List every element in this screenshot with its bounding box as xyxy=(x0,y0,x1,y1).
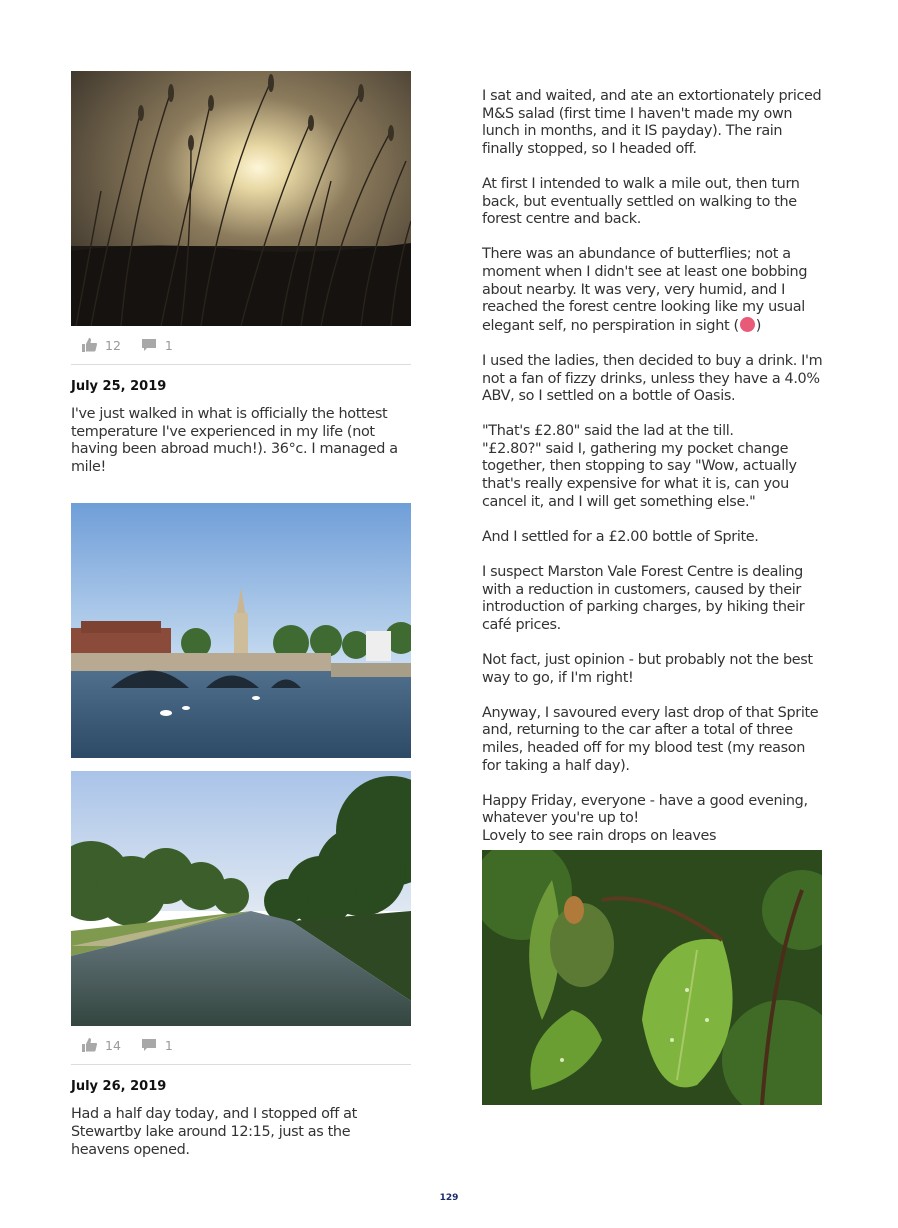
paragraph: I used the ladies, then decided to buy a drink. I'm not a fan of fizzy drinks, unless they have a 4.0% ABV, so I settled on a bottle of Oasis. xyxy=(482,352,823,405)
comment-count: 1 xyxy=(164,337,173,353)
paragraph: I sat and waited, and ate an extortionately priced M&S salad (first time I haven't made my own lunch in months, and it IS payday). The rain finally stopped, so I headed off. xyxy=(482,88,822,157)
comment-icon[interactable] xyxy=(141,1038,157,1052)
bridge-river-photo xyxy=(71,503,411,758)
rain-leaves-photo xyxy=(482,850,822,1105)
entry-text: Had a half day today, and I stopped off at Stewartby lake around 12:15, just as the heavens opened. xyxy=(71,1106,357,1158)
river-trees-photo xyxy=(71,771,411,1026)
paragraph: "£2.80?" said I, gathering my pocket change together, then stopping to say "Wow, actually that's really expensive for what it is, can you cancel it, and I will get something else." xyxy=(482,440,797,510)
entry-text: I've just walked in what is officially the hottest temperature I've experienced in my life (not having been abroad much!). 36°c. I managed a mile! xyxy=(71,406,398,475)
entry-date: July 26, 2019 xyxy=(71,1079,167,1095)
paragraph: Lovely to see rain drops on leaves xyxy=(482,827,717,844)
paragraph: I suspect Marston Vale Forest Centre is dealing with a reduction in customers, caused by their introduction of parking charges, by hiking their café prices. xyxy=(482,564,805,633)
paragraph: And I settled for a £2.00 bottle of Sprite. xyxy=(482,528,759,545)
entry-date: July 25, 2019 xyxy=(71,379,167,394)
thumbs-up-icon[interactable] xyxy=(81,1038,97,1052)
like-count: 14 xyxy=(105,1037,121,1053)
paragraph-text: ) xyxy=(755,317,762,334)
paragraph-text: There was an abundance of butterflies; not a moment when I didn't see at least one bobbing about nearby. It was very, very humid, and I reached the forest centre looking like my usual elegant self, no perspiration in sight ( xyxy=(482,246,808,334)
page-number: 129 xyxy=(439,1193,459,1203)
comment-icon[interactable] xyxy=(141,338,157,352)
comment-count: 1 xyxy=(164,1037,173,1053)
paragraph: Anyway, I savoured every last drop of that Sprite and, returning to the car after a total of three miles, headed off for my blood test (my reason for taking a half day). xyxy=(482,704,819,774)
left-column xyxy=(71,71,411,1159)
paragraph: At first I intended to walk a mile out, then turn back, but eventually settled on walking to the forest centre and back. xyxy=(482,175,800,228)
thumbs-up-icon[interactable] xyxy=(81,338,97,352)
flushed-face-emoji-icon xyxy=(740,317,755,332)
like-count: 12 xyxy=(105,337,121,353)
paragraph: "That's £2.80" said the lad at the till. xyxy=(482,423,734,440)
paragraph: Happy Friday, everyone - have a good evening, whatever you're up to! xyxy=(482,792,808,827)
paragraph xyxy=(482,246,827,335)
paragraph: Not fact, just opinion - but probably not the best way to go, if I'm right! xyxy=(482,652,813,686)
right-column xyxy=(482,88,827,846)
reaction-bar xyxy=(71,1026,411,1065)
reaction-bar xyxy=(71,326,411,365)
sunset-grass-photo xyxy=(71,71,411,326)
